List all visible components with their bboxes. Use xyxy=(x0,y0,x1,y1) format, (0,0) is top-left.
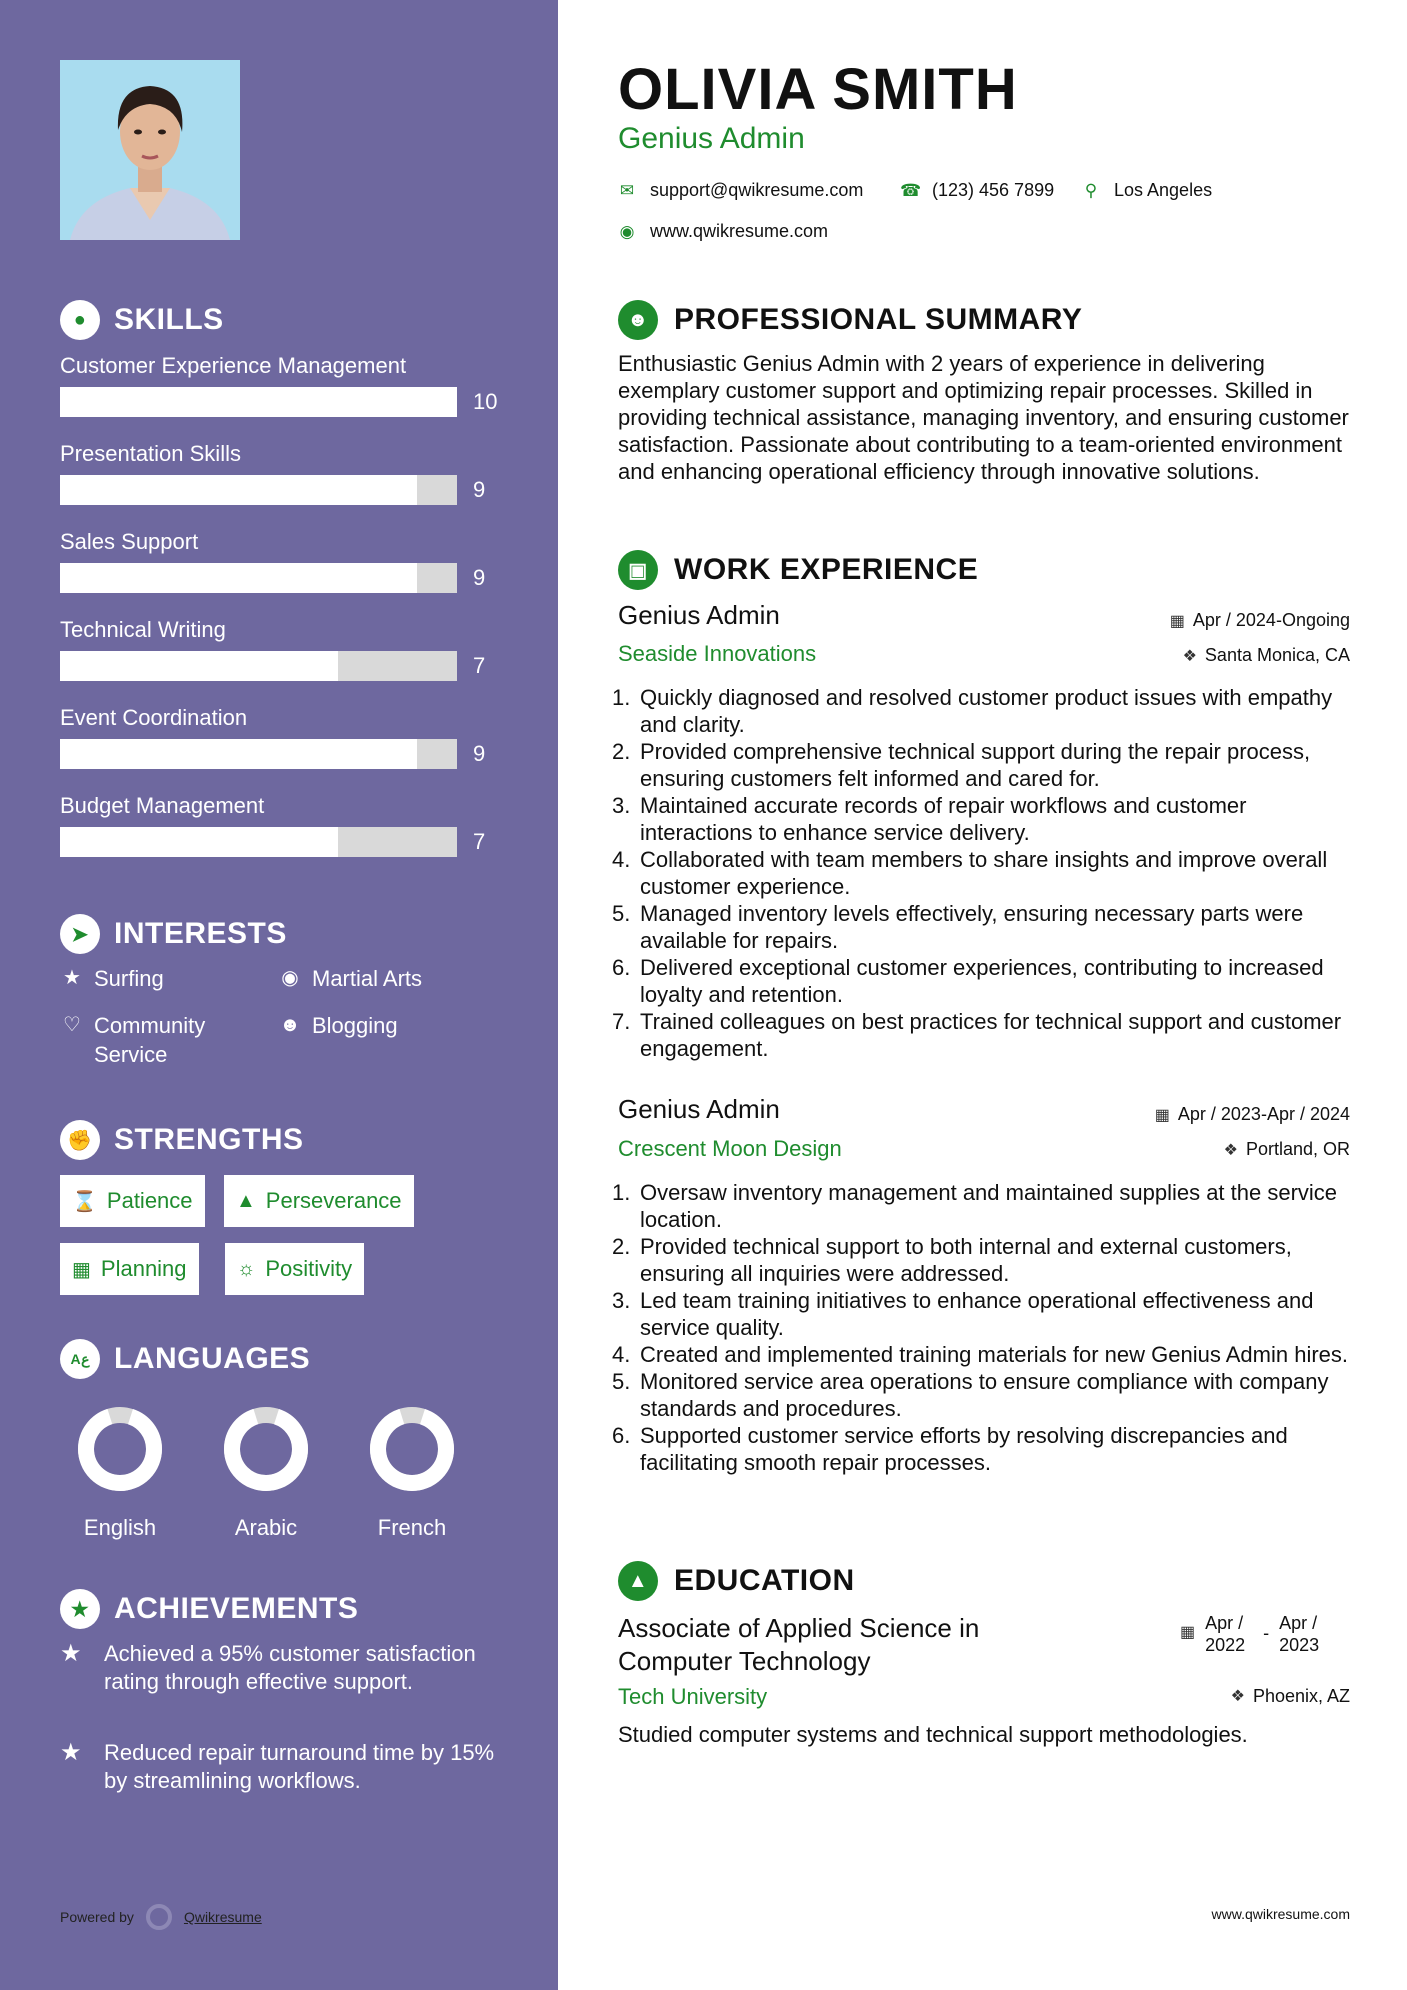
skill-bar-fill xyxy=(60,475,417,505)
interest-item: ♡ Community Service xyxy=(60,1011,260,1069)
language-name: French xyxy=(377,1515,447,1540)
pin-icon: ❖ xyxy=(1230,1688,1245,1705)
achievements-heading: ★ ACHIEVEMENTS xyxy=(60,1589,358,1629)
summary-text: Enthusiastic Genius Admin with 2 years of experience in delivering exemplary customer support and optimizing repair processes. Skilled in providing technical assistance, managing inventory, and ensuring customer satisfaction. Passionate about contributing to a team-oriented environment and enhancing operational efficiency through innovative solutions. xyxy=(618,351,1349,484)
calendar-icon: ▦ xyxy=(1169,612,1185,630)
job-location: ❖ Portland, OR xyxy=(1223,1139,1350,1159)
contact-website: ◉ www.qwikresume.com xyxy=(619,221,829,241)
skill-bar-fill xyxy=(60,827,338,857)
footer-url[interactable]: www.qwikresume.com xyxy=(1211,1906,1350,1922)
education-description: Studied computer systems and technical support methodologies. xyxy=(618,1722,1248,1747)
languages-heading: Aع LANGUAGES xyxy=(60,1339,310,1379)
skill-name: Sales Support xyxy=(60,529,199,554)
list-item: 4. Created and implemented training materials for new Genius Admin hires. xyxy=(612,1342,1349,1367)
office-chair-icon: ▣ xyxy=(618,550,658,590)
job-title: Genius Admin xyxy=(618,1094,780,1124)
skill-value: 7 xyxy=(473,653,486,678)
skill-name: Customer Experience Management xyxy=(60,353,407,378)
skill-item xyxy=(60,441,520,502)
job-title: Genius Admin xyxy=(618,600,780,630)
skill-bar xyxy=(60,827,457,857)
list-item: 5. Managed inventory levels effectively, ensuring necessary parts were available for repairs. xyxy=(612,901,1304,953)
strengths-heading: ✊ STRENGTHS xyxy=(60,1120,304,1160)
list-item: 2. Provided comprehensive technical support during the repair process, ensuring customers felt informed and cared for. xyxy=(612,739,1311,791)
interests-heading: ➤ INTERESTS xyxy=(60,914,287,954)
main-content xyxy=(558,0,1407,1990)
language-item xyxy=(352,1405,472,1541)
language-icon: Aع xyxy=(60,1339,100,1379)
skill-bar-fill xyxy=(60,563,417,593)
language-ring xyxy=(368,1405,456,1493)
map-pin-icon: ⚲ xyxy=(1084,180,1098,200)
language-ring-fill xyxy=(86,1415,154,1483)
contact-phone: ☎ (123) 456 7899 xyxy=(900,180,1055,200)
strength-badge: ▦ Planning xyxy=(60,1243,199,1295)
list-item: 6. Supported customer service efforts by resolving discrepancies and facilitating smooth repair processes. xyxy=(612,1423,1288,1475)
calendar-icon: ▦ xyxy=(1154,1106,1170,1124)
skill-item xyxy=(60,529,520,590)
education-location: ❖ Phoenix, AZ xyxy=(1230,1686,1350,1706)
skill-name: Presentation Skills xyxy=(60,441,241,466)
calendar-icon: ▦ xyxy=(72,1258,91,1281)
contact-location: ⚲ Los Angeles xyxy=(1082,180,1212,201)
list-item: 7. Trained colleagues on best practices for technical support and customer engagement. xyxy=(612,1009,1342,1061)
qwikresume-logo-icon xyxy=(146,1904,172,1930)
job-company: Seaside Innovations xyxy=(618,641,817,666)
globe-icon: ◉ xyxy=(281,967,299,989)
list-item: 1. Oversaw inventory management and maintained supplies at the service location. xyxy=(612,1180,1338,1232)
phone-icon: ☎ xyxy=(900,180,922,200)
job-date: ▦ Apr / 2023-Apr / 2024 xyxy=(1154,1104,1350,1124)
list-item: 4. Collaborated with team members to share insights and improve overall customer experience. xyxy=(612,847,1328,899)
pin-icon: ❖ xyxy=(1182,647,1197,665)
list-item: 2. Provided technical support to both internal and external customers, ensuring all inquiries were addressed. xyxy=(612,1234,1292,1286)
skill-value: 10 xyxy=(473,389,498,414)
language-item xyxy=(206,1405,326,1541)
language-item xyxy=(60,1405,180,1541)
candidate-name: OLIVIA SMITH xyxy=(618,57,1018,122)
skill-name: Event Coordination xyxy=(60,705,248,730)
skill-bar xyxy=(60,739,457,769)
job-location: ❖ Santa Monica, CA xyxy=(1182,645,1350,665)
list-item: 3. Led team training initiatives to enhance operational effectiveness and service quality. xyxy=(612,1288,1314,1340)
achievement-item: ★ Reduced repair turnaround time by 15% by streamlining workflows. xyxy=(60,1739,495,1793)
pin-icon: ❖ xyxy=(1223,1141,1238,1159)
strength-badge: ▲ Perseverance xyxy=(224,1175,414,1227)
user-icon: ☻ xyxy=(618,300,658,340)
language-ring-fill xyxy=(232,1415,300,1483)
education-date: ▦ Apr / 2022 - Apr / 2023 xyxy=(1180,1613,1320,1655)
globe-icon: ◉ xyxy=(619,221,635,241)
contact-email: ✉ support@qwikresume.com xyxy=(619,180,864,200)
job-date: ▦ Apr / 2024-Ongoing xyxy=(1169,610,1350,630)
list-item: 1. Quickly diagnosed and resolved customer product issues with empathy and clarity. xyxy=(612,685,1333,737)
shooting-star-icon: ★ xyxy=(60,1640,82,1667)
interest-item: ★ Surfing xyxy=(60,964,164,993)
skill-name: Budget Management xyxy=(60,793,265,818)
award-star-icon: ★ xyxy=(60,1589,100,1629)
shooting-star-icon: ★ xyxy=(60,1739,82,1766)
list-item: 5. Monitored service area operations to ensure compliance with company standards and procedures. xyxy=(612,1369,1329,1421)
skill-item xyxy=(60,353,520,414)
star-icon: ★ xyxy=(63,967,81,989)
sidebar xyxy=(0,0,558,1990)
skill-bar-fill xyxy=(60,651,338,681)
job-company: Crescent Moon Design xyxy=(618,1136,842,1161)
skill-bar xyxy=(60,651,457,681)
fist-icon: ✊ xyxy=(60,1120,100,1160)
brand-link[interactable]: Qwikresume xyxy=(183,1909,262,1925)
language-ring-fill xyxy=(378,1415,446,1483)
interest-item: ◉ Martial Arts xyxy=(278,964,422,993)
hourglass-icon: ⌛ xyxy=(72,1190,97,1213)
mountain-icon: ▲ xyxy=(236,1189,256,1212)
sun-icon: ☼ xyxy=(237,1257,256,1280)
list-item: 6. Delivered exceptional customer experiences, contributing to increased loyalty and retention. xyxy=(612,955,1324,1007)
job-bullets xyxy=(612,1179,1363,1476)
candidate-role: Genius Admin xyxy=(618,122,805,155)
education-school: Tech University xyxy=(618,1684,768,1709)
skill-value: 9 xyxy=(473,477,486,502)
profile-photo xyxy=(60,60,240,240)
summary-heading: ☻ PROFESSIONAL SUMMARY xyxy=(618,300,1082,340)
lightbulb-icon: ● xyxy=(60,300,100,340)
language-ring xyxy=(222,1405,310,1493)
strength-badge: ⌛ Patience xyxy=(60,1175,205,1227)
skill-item xyxy=(60,705,520,766)
paper-plane-icon: ➤ xyxy=(60,914,100,954)
skills-heading: ● SKILLS xyxy=(60,300,224,340)
heart-hands-icon: ♡ xyxy=(63,1014,81,1036)
achievement-item: ★ Achieved a 95% customer satisfaction rating through effective support. xyxy=(60,1640,476,1694)
skill-value: 7 xyxy=(473,829,486,854)
experience-heading: ▣ WORK EXPERIENCE xyxy=(618,550,978,590)
skill-bar xyxy=(60,387,457,417)
job-bullets xyxy=(612,684,1363,1062)
users-icon: ☻ xyxy=(279,1014,301,1036)
skill-name: Technical Writing xyxy=(60,617,226,642)
education-heading: ▲ EDUCATION xyxy=(618,1561,855,1601)
calendar-icon: ▦ xyxy=(1180,1624,1196,1641)
skill-bar xyxy=(60,563,457,593)
skill-value: 9 xyxy=(473,741,486,766)
language-name: English xyxy=(83,1515,157,1540)
strength-badge: ☼ Positivity xyxy=(225,1243,364,1295)
education-degree: Associate of Applied Science in Computer Technology xyxy=(618,1613,980,1676)
language-name: Arabic xyxy=(234,1515,298,1540)
skill-value: 9 xyxy=(473,565,486,590)
skill-bar xyxy=(60,475,457,505)
skill-bar-fill xyxy=(60,387,457,417)
powered-by: Powered by Qwikresume xyxy=(60,1904,262,1930)
skill-item xyxy=(60,617,520,678)
language-ring xyxy=(76,1405,164,1493)
list-item: 3. Maintained accurate records of repair workflows and customer interactions to enhance service delivery. xyxy=(612,793,1247,845)
skill-bar-fill xyxy=(60,739,417,769)
envelope-icon: ✉ xyxy=(619,180,635,200)
interest-item: ☻ Blogging xyxy=(279,1013,398,1038)
skill-item xyxy=(60,793,520,854)
graduation-cap-icon: ▲ xyxy=(618,1561,658,1601)
